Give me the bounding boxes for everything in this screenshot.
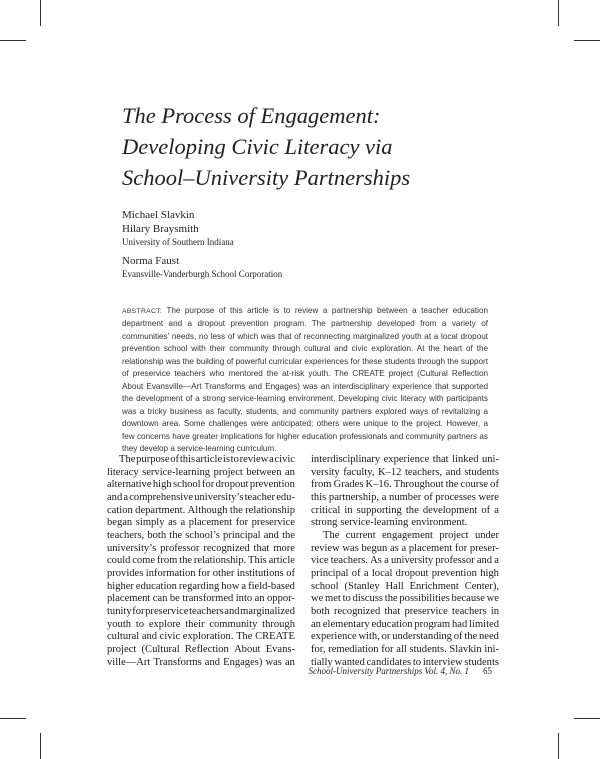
author-affiliation: University of Southern Indiana xyxy=(122,237,234,247)
abstract-text: The purpose of this article is to review a partnership between a teacher education department and a dropout prevention program. The partnership developed from a variety of communities’ needs, no less of which was that of reconnecting marginalized youth at a local dropout prevention school with their community through cultural and civic exploration. At the heart of the relationship was the building of powerful curricular experiences for these students through the support of preservice teachers who mentored the at-risk youth. The CREATE project (Cultural Reflection About Evansville—Art Transforms and Engages) was an interdisciplinary experience that supported the development of a strong service-learning environment. Developing civic literacy with participants was a tricky business as faculty, students, and community partners explored ways of revitalizing a downtown area. Some challenges were anticipated; others were unique to the project. However, a few concerns have greater implications for higher education professionals and community partners as they develop a service-learning curriculum. xyxy=(122,306,488,453)
body-line: school (Stanley Hall Enrichment Center), xyxy=(311,580,499,592)
abstract xyxy=(122,305,488,455)
author-block xyxy=(122,208,282,286)
body-line: ville—Art Transforms and Engages) was an xyxy=(107,656,295,668)
body-line: cultural and civic exploration. The CREATE xyxy=(107,631,295,643)
body-line: placement can be transformed into an oppor- xyxy=(107,593,295,605)
body-column-left xyxy=(107,454,295,669)
body-line: an elementary education program had limited xyxy=(311,618,499,630)
body-line: The current engagement project under xyxy=(323,529,499,541)
body-line: tially wanted candidates to interview students xyxy=(311,656,499,668)
crop-mark xyxy=(558,0,559,26)
body-line: literacy service-learning project between an xyxy=(107,466,295,478)
article-title xyxy=(122,100,542,193)
body-line: project (Cultural Reflection About Evans- xyxy=(107,643,295,655)
body-line: The purpose of this article is to review a civic xyxy=(119,454,295,465)
crop-mark xyxy=(558,733,559,759)
body-line: we met to discuss the possibilities because we xyxy=(311,593,499,605)
title-line: The Process of Engagement: xyxy=(122,103,381,128)
crop-mark xyxy=(574,40,600,41)
body-line: from Grades K–16. Throughout the course of xyxy=(311,479,499,491)
body-line: teachers, both the school’s principal and the xyxy=(107,529,295,541)
body-line: began simply as a placement for preservice xyxy=(107,517,295,529)
crop-mark xyxy=(0,718,26,719)
body-line: interdisciplinary experience that linked uni- xyxy=(311,454,499,465)
page-footer xyxy=(300,666,492,676)
body-line: cation department. Although the relationship xyxy=(107,504,295,516)
body-line: provides information for other institutions of xyxy=(107,567,295,579)
body-line: vice teachers. As a university professor and a xyxy=(311,555,499,567)
abstract-label: ABSTRACT: xyxy=(122,308,163,315)
body-line: for, remediation for all students. Slavkin ini- xyxy=(311,643,499,655)
body-line: experience with, or understanding of the need xyxy=(311,631,499,643)
body-line: principal of a local dropout prevention high xyxy=(311,567,499,579)
journal-citation: School-University Partnerships Vol. 4, No. 1 xyxy=(308,666,469,676)
crop-mark xyxy=(40,0,41,26)
crop-mark xyxy=(40,733,41,759)
body-line: alternative high school for dropout prevention xyxy=(107,479,295,491)
title-line: School–University Partnerships xyxy=(122,165,411,190)
crop-mark xyxy=(0,40,26,41)
author-name: Hilary Braysmith xyxy=(122,223,199,235)
body-column-right xyxy=(311,454,499,669)
body-line: higher education regarding how a field-based xyxy=(107,580,295,592)
body-line: both recognized that preservice teachers in xyxy=(311,605,499,617)
author-name: Michael Slavkin xyxy=(122,209,195,221)
crop-mark xyxy=(574,718,600,719)
body-line: review was begun as a placement for preser- xyxy=(311,542,499,554)
page-number: 65 xyxy=(483,666,492,676)
body-line: university’s professor recognized that more xyxy=(107,542,295,554)
body-line: youth to explore their community through xyxy=(107,618,295,630)
body-line: strong service-learning environment. xyxy=(311,517,468,529)
author-name: Norma Faust xyxy=(122,255,180,267)
body-line: critical in supporting the development of a xyxy=(311,504,499,516)
title-line: Developing Civic Literacy via xyxy=(122,134,393,159)
body-line: and a comprehensive university’s teacher edu- xyxy=(107,491,295,503)
body-line: this partnership, a number of processes were xyxy=(311,491,499,503)
body-line: tunity for preservice teachers and marginalized xyxy=(107,605,295,617)
author-affiliation: Evansville-Vanderburgh School Corporation xyxy=(122,269,283,279)
body-line: could come from the relationship. This article xyxy=(107,555,295,567)
body-line: versity faculty, K–12 teachers, and students xyxy=(311,466,499,478)
